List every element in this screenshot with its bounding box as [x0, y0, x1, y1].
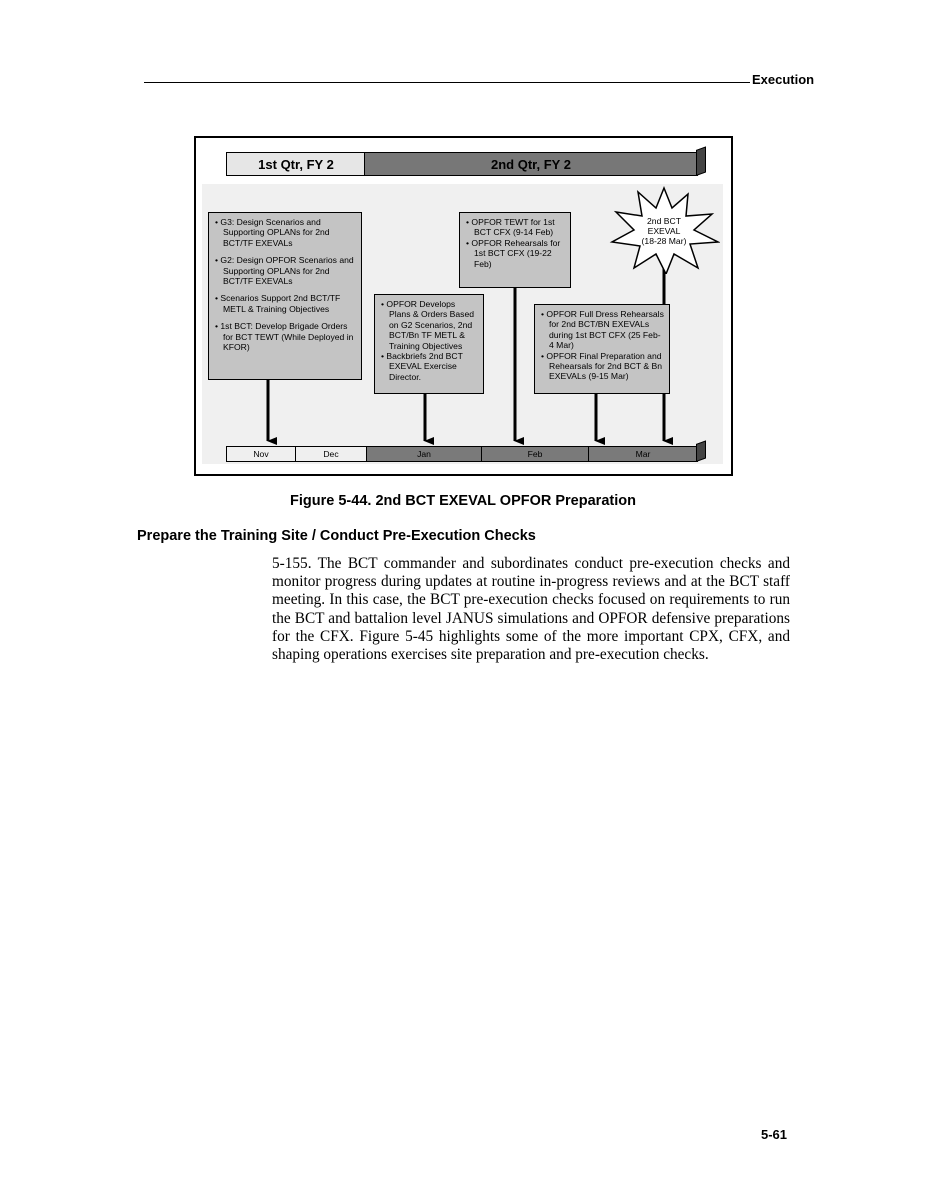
note-box-opfor-full-dress	[534, 304, 670, 394]
box-d-item-1: • OPFOR Full Dress Rehearsals for 2nd BCT/BN EXEVALs during 1st BCT CFX (25 Feb-4 Mar)	[541, 309, 664, 351]
exeval-starburst	[608, 184, 720, 274]
month-jan: Jan	[366, 446, 482, 462]
starburst-text	[638, 216, 690, 246]
running-header: Execution	[752, 72, 815, 87]
figure-caption: Figure 5-44. 2nd BCT EXEVAL OPFOR Preparation	[290, 493, 636, 509]
star-line-3: (18-28 Mar)	[641, 236, 687, 246]
month-dec: Dec	[295, 446, 367, 462]
box-a-item-4: • 1st BCT: Develop Brigade Orders for BCT TEWT (While Deployed in KFOR)	[215, 321, 356, 352]
box-a-item-2: • G2: Design OPFOR Scenarios and Supporting OPLANs for 2nd BCT/TF EXEVALs	[215, 255, 356, 286]
box-c-item-2: • OPFOR Rehearsals for 1st BCT CFX (19-22 Feb)	[466, 238, 565, 269]
note-box-opfor-develops	[374, 294, 484, 394]
figure-5-44	[194, 136, 733, 476]
section-heading: Prepare the Training Site / Conduct Pre-Execution Checks	[137, 528, 536, 544]
page-number: 5-61	[761, 1127, 788, 1142]
month-mar: Mar	[588, 446, 698, 462]
month-feb: Feb	[481, 446, 589, 462]
note-box-g3-g2	[208, 212, 362, 380]
month-nov: Nov	[226, 446, 296, 462]
star-line-2: EXEVAL	[647, 226, 681, 236]
box-b-item-1: • OPFOR Develops Plans & Orders Based on G2 Scenarios, 2nd BCT/Bn TF METL & Training Objectives	[381, 299, 478, 351]
body-paragraph: 5-155. The BCT commander and subordinates conduct pre-execution checks and monitor progress during updates at routine in-progress reviews and at the BCT staff meeting. In this case, the BCT pre-execution checks focused on requirements to run the BCT and battalion level JANUS simulations and OPFOR defensive preparations for the CFX. Figure 5-45 highlights some of the more important CPX, CFX, and shaping operations exercises site preparation and pre-execution checks.	[272, 555, 790, 664]
month-bar-3d-edge	[696, 440, 706, 462]
box-d-item-2: • OPFOR Final Preparation and Rehearsals for 2nd BCT & Bn EXEVALs (9-15 Mar)	[541, 351, 664, 382]
header-rule	[144, 82, 750, 83]
quarter-1-bar: 1st Qtr, FY 2	[226, 152, 366, 176]
box-a-item-3: • Scenarios Support 2nd BCT/TF METL & Training Objectives	[215, 293, 356, 314]
box-b-item-2: • Backbriefs 2nd BCT EXEVAL Exercise Director.	[381, 351, 478, 382]
note-box-opfor-tewt	[459, 212, 571, 288]
box-a-item-1: • G3: Design Scenarios and Supporting OPLANs for 2nd BCT/TF EXEVALs	[215, 217, 356, 248]
quarter-2-bar: 2nd Qtr, FY 2	[364, 152, 698, 176]
box-c-item-1: • OPFOR TEWT for 1st BCT CFX (9-14 Feb)	[466, 217, 565, 238]
star-line-1: 2nd BCT	[647, 216, 681, 226]
